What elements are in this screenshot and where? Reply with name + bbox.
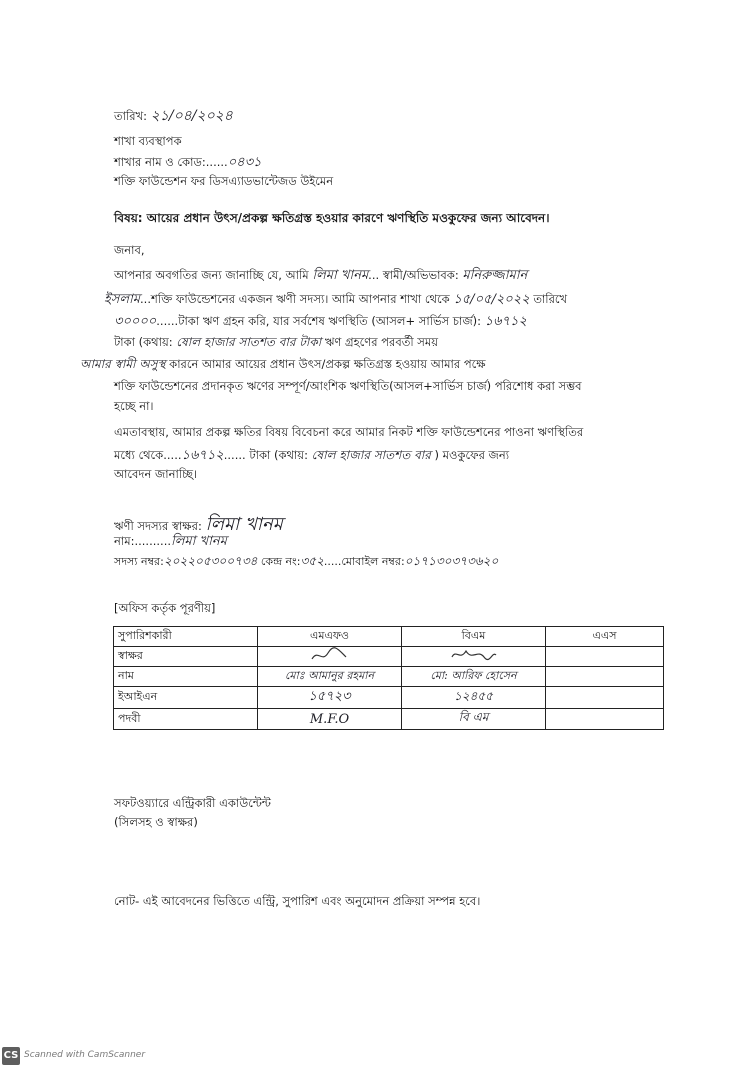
member-name-hw: লিমা খানম: [171, 534, 227, 549]
as-cell: [546, 687, 664, 709]
addressee-line-1: শাখা ব্যবস্থাপক: [114, 134, 182, 148]
member-numbers-line: সদস্য নম্বর:২০২২০৫৩০০৭৩৪ কেন্দ্র নং:৩৫২.....মোবাইল নম্বর:০১৭১৩০৩৭৩৬২০: [114, 554, 499, 568]
row-label: ইআইএন: [114, 687, 258, 709]
branch-value: ০৪৩১: [227, 155, 262, 170]
body-text: টাকা (কথায়:: [114, 335, 173, 349]
date-line: [114, 104, 233, 128]
body-text: টাকা ঋণ গ্রহন করি, যার সর্বশেষ ঋণস্থিতি (আসল+ সার্ভিস চার্জ):: [178, 314, 482, 328]
body-text: ) মওকুফের জন্য: [434, 448, 510, 462]
mobile-hw: ০১৭১৩০৩৭৩৬২০: [404, 554, 499, 568]
camscanner-logo: CS: [2, 1047, 20, 1065]
reason-hw: আমার স্বামী অসুস্থ: [80, 357, 166, 371]
body-text: ঋণ গ্রহণের পরবর্তী সময়: [324, 335, 439, 349]
body-line-9: মধ্যে থেকে.....১৬৭১২...... টাকা (কথায়: ষোল হাজার সাতশত বার ) মওকুফের জন্য: [114, 448, 510, 463]
mfo-signature-cell: [258, 647, 402, 667]
table-row: [114, 667, 664, 687]
as-cell: [546, 647, 664, 667]
loan-amount-hw: ৩০০০০: [114, 314, 157, 329]
table-row: [114, 709, 664, 730]
header-cell: সুপারিশকারী: [114, 627, 258, 647]
body-line-10: আবেদন জানাচ্ছি।: [114, 467, 198, 481]
header-cell: এএস: [546, 627, 664, 647]
member-no-hw: ২০২২০৫৩০০৭৩৪: [163, 554, 258, 568]
accountant-line-2: (সিলসহ ও স্বাক্ষর): [114, 815, 198, 829]
row-label: পদবী: [114, 709, 258, 730]
table-row: [114, 647, 664, 667]
branch-line: শাখার নাম ও কোড:......০৪৩১: [114, 155, 262, 170]
mfo-signature-scribble: [310, 647, 350, 663]
as-cell: [546, 709, 664, 730]
subject: বিষয়: আয়ের প্রধান উৎস/প্রকল্প ক্ষতিগ্রস্ত হওয়ার কারণে ঋণস্থিতি মওকুফের জন্য আবেদন।: [114, 211, 550, 225]
guardian-hw: মনিরুজ্জামান: [462, 268, 528, 283]
body-text: শক্তি ফাউন্ডেশনের একজন ঋণী সদস্য। আমি আপনার শাখা থেকে: [151, 292, 450, 306]
body-line-2: ইসলাম...শক্তি ফাউন্ডেশনের একজন ঋণী সদস্য। আমি আপনার শাখা থেকে ১৫/০৫/২০২২ তারিখে: [104, 292, 568, 307]
bm-name: মো: আরিফ হোসেন: [402, 667, 546, 687]
body-text: টাকা (কথায়:: [249, 448, 308, 462]
body-line-5: [80, 356, 486, 376]
body-line-1: আপনার অবগতির জন্য জানাচ্ছি যে, আমি লিমা খানম... স্বামী/অভিভাবক: মনিরুজ্জামান: [114, 268, 528, 283]
accountant-line-1: সফটওয়্যারে এন্ট্রিকারী একাউন্টেন্ট: [114, 796, 271, 810]
body-line-4: [114, 334, 438, 354]
office-heading: [অফিস কর্তৃক পূরণীয়]: [114, 601, 216, 615]
waive-words-hw: ষোল হাজার সাতশত বার: [311, 448, 431, 462]
waive-amount-hw: ১৬৭১২: [181, 448, 224, 463]
mfo-ein: ১৫৭২৩: [258, 687, 402, 709]
table-row: [114, 687, 664, 709]
center-hw: ৩৫২: [300, 554, 324, 568]
center-label: কেন্দ্র নং:: [260, 555, 301, 568]
member-sign-label: ঋণী সদস্যর স্বাক্ষর:: [114, 519, 202, 533]
body-text: কারনে আমার আয়ের প্রধান উৎস/প্রকল্প ক্ষতিগ্রস্ত হওয়ায় আমার পক্ষে: [169, 357, 486, 371]
body-text: তারিখে: [533, 292, 568, 306]
member-name-label: নাম:: [114, 534, 135, 548]
date-label: তারিখ:: [114, 109, 148, 123]
guardian-hw-2: ইসলাম: [104, 292, 141, 307]
mfo-name: মোঃ আমানুর রহমান: [258, 667, 402, 687]
salutation: জনাব,: [114, 243, 145, 257]
balance-hw: ১৬৭১২: [484, 314, 527, 329]
member-signature: লিমা খানম: [205, 514, 283, 535]
bm-signature-cell: [402, 647, 546, 667]
date-value: ২১/০৪/২০২৪: [150, 108, 233, 124]
body-text: আপনার অবগতির জন্য জানাচ্ছি যে, আমি: [114, 268, 309, 282]
note: নোট- এই আবেদনের ভিত্তিতে এন্ট্রি, সুপারিশ এবং অনুমোদন প্রক্রিয়া সম্পন্ন হবে।: [114, 894, 481, 908]
office-table-header-row: [114, 627, 664, 647]
loan-date-hw: ১৫/০৫/২০২২: [453, 292, 530, 307]
body-line-6: শক্তি ফাউন্ডেশনের প্রদানকৃত ঋণের সম্পূর্ণ/আংশিক ঋণস্থিতি(আসল+সার্ভিস চার্জ) পরিশোধ করা সম্ভব: [114, 379, 582, 393]
bm-signature-scribble: [450, 647, 498, 663]
bm-ein: ১২৪৫৫: [402, 687, 546, 709]
member-name-line: নাম:..........লিমা খানম: [114, 534, 227, 549]
mfo-designation: M.F.O: [258, 709, 402, 730]
row-label: স্বাক্ষর: [114, 647, 258, 667]
applicant-name-hw: লিমা খানম: [312, 268, 369, 283]
header-cell: বিএম: [402, 627, 546, 647]
balance-words-hw: ষোল হাজার সাতশত বার টাকা: [176, 335, 322, 349]
body-text: মধ্যে থেকে: [114, 448, 164, 462]
body-line-8: এমতাবস্থায়, আমার প্রকল্প ক্ষতির বিষয় বিবেচনা করে আমার নিকট শক্তি ফাউন্ডেশনের পাওনা ঋণস্থিতির: [114, 425, 584, 439]
office-table: [113, 626, 664, 730]
member-no-label: সদস্য নম্বর:: [114, 555, 164, 568]
body-text: স্বামী/অভিভাবক:: [382, 268, 459, 282]
branch-label: শাখার নাম ও কোড:: [114, 155, 206, 169]
addressee-line-3: শক্তি ফাউন্ডেশন ফর ডিসএ্যাডভান্টেজড উইমেন: [114, 174, 334, 188]
header-cell: এমএফও: [258, 627, 402, 647]
camscanner-text: Scanned with CamScanner: [24, 1050, 146, 1060]
body-line-3: ৩০০০০......টাকা ঋণ গ্রহন করি, যার সর্বশেষ ঋণস্থিতি (আসল+ সার্ভিস চার্জ): ১৬৭১২: [114, 314, 527, 329]
as-cell: [546, 667, 664, 687]
body-line-7: হচ্ছে না।: [114, 399, 154, 413]
row-label: নাম: [114, 667, 258, 687]
mobile-label: মোবাইল নম্বর:: [341, 555, 405, 568]
bm-designation: বি এম: [402, 709, 546, 730]
